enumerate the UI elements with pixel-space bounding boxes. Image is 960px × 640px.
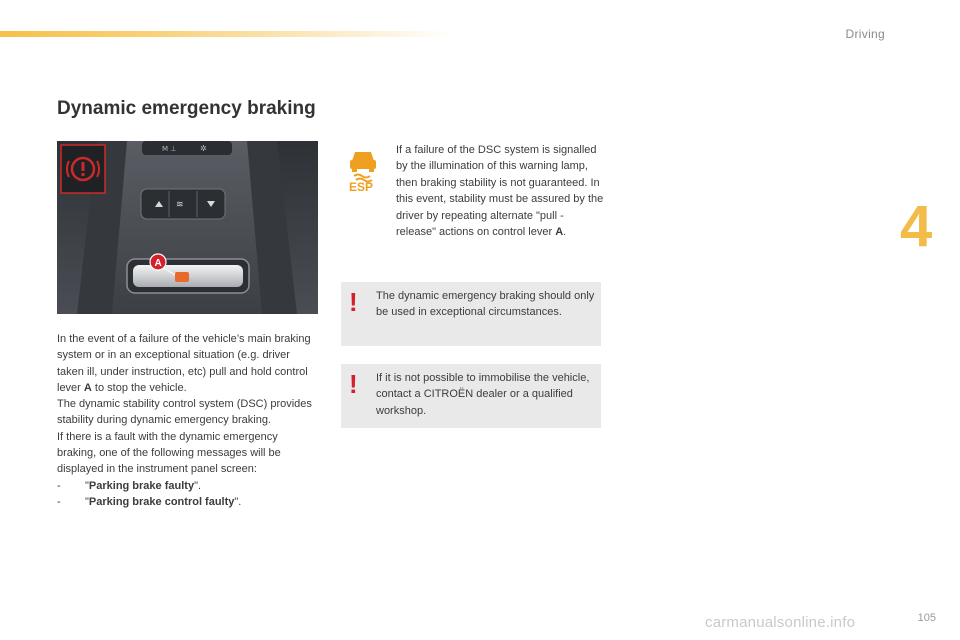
- esp-label: ESP: [349, 180, 374, 192]
- paragraph-fault-messages: If there is a fault with the dynamic emergency braking, one of the following messages will be displayed in the instrument panel screen:: [57, 430, 281, 476]
- watermark: carmanualsonline.info: [705, 614, 856, 631]
- notice-box: [341, 282, 601, 346]
- section-header: Driving: [845, 27, 885, 41]
- page-number: 105: [917, 612, 936, 624]
- page-title: Dynamic emergency braking: [57, 98, 316, 119]
- svg-text:≋: ≋: [176, 200, 184, 210]
- dsc-failure-text: If a failure of the DSC system is signalled by the illumination of this warning lamp, then braking stability is not guaranteed. In this event, stability must be assured by the driver by repeating alternate "pull - release" actions on control lever A.: [396, 144, 604, 239]
- main-body-text: [57, 331, 315, 510]
- esp-warning-icon: [346, 146, 380, 192]
- notice-text: If it is not possible to immobilise the vehicle, contact a CITROËN dealer or a qualified workshop.: [376, 372, 590, 417]
- paragraph-dsc-stability: The dynamic stability control system (DSC) provides stability during dynamic emergency braking.: [57, 398, 312, 427]
- chapter-number: 4: [900, 194, 933, 259]
- notice-text: The dynamic emergency braking should only be used in exceptional circumstances.: [376, 290, 595, 319]
- header-accent-bar: [0, 31, 450, 37]
- svg-text:M ⊥: M ⊥: [162, 145, 177, 153]
- warning-exclamation-icon: !: [349, 287, 358, 317]
- message-item: - "Parking brake faulty".: [57, 479, 202, 492]
- paragraph-lever-usage: In the event of a failure of the vehicle’s main braking system or in an exceptional situation (e.g. driver taken ill, under instruction, etc) pull and hold control lever A to stop the vehicle.: [57, 333, 311, 394]
- warning-exclamation-icon: !: [349, 369, 358, 399]
- svg-text:✲: ✲: [200, 144, 207, 153]
- callout-a-label: A: [154, 258, 162, 269]
- notice-box: [341, 364, 601, 428]
- control-lever-photo: [57, 141, 318, 314]
- message-item: - "Parking brake control faulty".: [57, 495, 242, 508]
